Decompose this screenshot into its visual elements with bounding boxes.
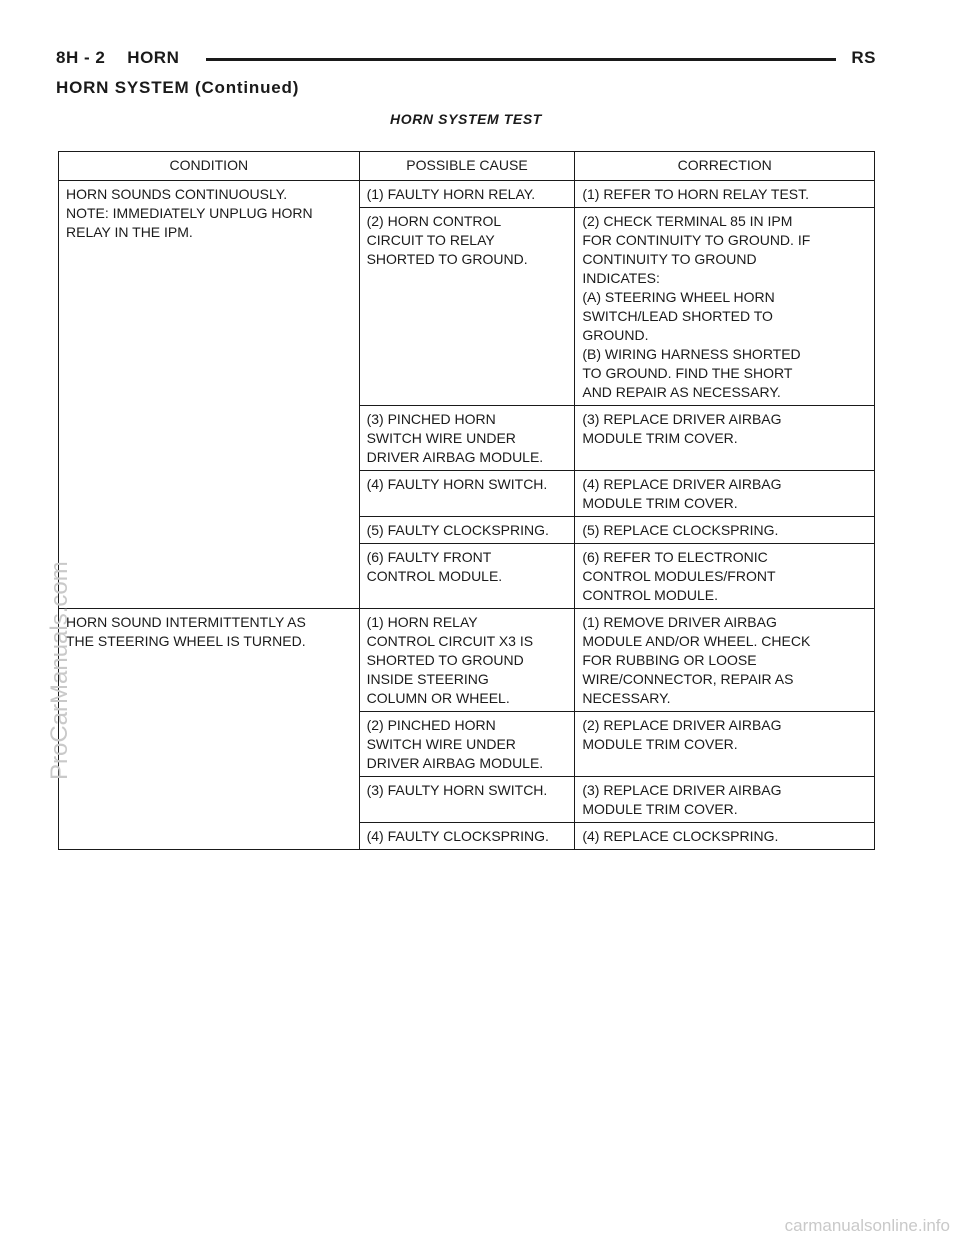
page-header (56, 46, 876, 72)
correction-line: CONTROL MODULE. (582, 587, 718, 603)
correction-line: MODULE TRIM COVER. (582, 736, 738, 752)
correction-cell (575, 777, 875, 823)
side-watermark-text: ProCarManuals.com (46, 561, 73, 780)
table-title: HORN SYSTEM TEST (390, 111, 542, 127)
possible-cause-line: (5) FAULTY CLOCKSPRING. (366, 522, 549, 538)
correction-cell (575, 823, 875, 850)
possible-cause-line: CONTROL MODULE. (366, 568, 503, 584)
possible-cause-line: (3) PINCHED HORN (366, 411, 496, 427)
correction-line: (A) STEERING WHEEL HORN (582, 289, 775, 305)
possible-cause-line: COLUMN OR WHEEL. (366, 690, 510, 706)
possible-cause-line: DRIVER AIRBAG MODULE. (366, 755, 544, 771)
correction-line: MODULE TRIM COVER. (582, 430, 738, 446)
correction-line: (2) CHECK TERMINAL 85 IN IPM (582, 213, 793, 229)
footer-watermark: carmanualsonline.info (784, 1216, 950, 1235)
correction-cell (575, 712, 875, 777)
possible-cause-line: SHORTED TO GROUND (366, 652, 524, 668)
condition-line: THE STEERING WHEEL IS TURNED. (66, 633, 306, 649)
possible-cause-line: CONTROL CIRCUIT X3 IS (366, 633, 534, 649)
possible-cause-line: SHORTED TO GROUND. (366, 251, 528, 267)
correction-line: SWITCH/LEAD SHORTED TO (582, 308, 773, 324)
table-header-row (59, 152, 875, 181)
table-row (59, 609, 875, 712)
page-number: 8H - 2 (56, 48, 106, 67)
condition-line: RELAY IN THE IPM. (66, 224, 193, 240)
section-title: HORN SYSTEM (Continued) (56, 78, 300, 97)
possible-cause-line: (1) HORN RELAY (366, 614, 478, 630)
possible-cause-cell (359, 471, 575, 517)
possible-cause-line: INSIDE STEERING (366, 671, 489, 687)
condition-line: HORN SOUNDS CONTINUOUSLY. (66, 186, 288, 202)
possible-cause-cell (359, 181, 575, 208)
column-header-condition: CONDITION (59, 152, 360, 181)
possible-cause-line: (1) FAULTY HORN RELAY. (366, 186, 536, 202)
correction-line: (2) REPLACE DRIVER AIRBAG (582, 717, 782, 733)
correction-line: MODULE TRIM COVER. (582, 801, 738, 817)
possible-cause-line: DRIVER AIRBAG MODULE. (366, 449, 544, 465)
correction-cell (575, 406, 875, 471)
correction-line: (6) REFER TO ELECTRONIC (582, 549, 768, 565)
correction-line: TO GROUND. FIND THE SHORT (582, 365, 793, 381)
possible-cause-line: (2) HORN CONTROL (366, 213, 502, 229)
side-watermark (6, 480, 73, 780)
possible-cause-cell (359, 544, 575, 609)
correction-cell (575, 471, 875, 517)
possible-cause-cell (359, 777, 575, 823)
correction-cell (575, 517, 875, 544)
correction-line: FOR RUBBING OR LOOSE (582, 652, 757, 668)
correction-line: (1) REMOVE DRIVER AIRBAG (582, 614, 777, 630)
possible-cause-cell (359, 712, 575, 777)
correction-line: (5) REPLACE CLOCKSPRING. (582, 522, 779, 538)
header-left (56, 48, 187, 68)
possible-cause-line: SWITCH WIRE UNDER (366, 736, 516, 752)
possible-cause-cell (359, 823, 575, 850)
possible-cause-line: (4) FAULTY CLOCKSPRING. (366, 828, 549, 844)
correction-line: (3) REPLACE DRIVER AIRBAG (582, 782, 782, 798)
possible-cause-cell (359, 609, 575, 712)
correction-line: (B) WIRING HARNESS SHORTED (582, 346, 801, 362)
horn-system-test-table (58, 151, 875, 850)
correction-cell (575, 609, 875, 712)
correction-cell (575, 544, 875, 609)
condition-line: HORN SOUND INTERMITTENTLY AS (66, 614, 306, 630)
possible-cause-cell (359, 406, 575, 471)
column-header-correction: CORRECTION (575, 152, 875, 181)
correction-line: NECESSARY. (582, 690, 671, 706)
correction-cell (575, 181, 875, 208)
correction-line: CONTINUITY TO GROUND (582, 251, 757, 267)
possible-cause-line: (3) FAULTY HORN SWITCH. (366, 782, 548, 798)
header-code: RS (843, 48, 876, 68)
correction-line: MODULE TRIM COVER. (582, 495, 738, 511)
correction-line: GROUND. (582, 327, 649, 343)
correction-line: WIRE/CONNECTOR, REPAIR AS (582, 671, 794, 687)
correction-line: FOR CONTINUITY TO GROUND. IF (582, 232, 811, 248)
condition-line: NOTE: IMMEDIATELY UNPLUG HORN (66, 205, 313, 221)
possible-cause-cell (359, 517, 575, 544)
possible-cause-line: (4) FAULTY HORN SWITCH. (366, 476, 548, 492)
possible-cause-cell (359, 208, 575, 406)
column-header-possible-cause: POSSIBLE CAUSE (359, 152, 575, 181)
possible-cause-line: CIRCUIT TO RELAY (366, 232, 495, 248)
possible-cause-line: (6) FAULTY FRONT (366, 549, 492, 565)
correction-line: (4) REPLACE CLOCKSPRING. (582, 828, 779, 844)
possible-cause-line: SWITCH WIRE UNDER (366, 430, 516, 446)
correction-line: INDICATES: (582, 270, 660, 286)
table-row (59, 181, 875, 208)
condition-cell (59, 609, 360, 850)
correction-line: (3) REPLACE DRIVER AIRBAG (582, 411, 782, 427)
table-body (59, 181, 875, 850)
correction-line: MODULE AND/OR WHEEL. CHECK (582, 633, 811, 649)
correction-line: (4) REPLACE DRIVER AIRBAG (582, 476, 782, 492)
header-rule (206, 58, 836, 61)
correction-line: AND REPAIR AS NECESSARY. (582, 384, 781, 400)
correction-line: CONTROL MODULES/FRONT (582, 568, 776, 584)
condition-cell (59, 181, 360, 609)
correction-cell (575, 208, 875, 406)
section-name: HORN (127, 48, 180, 67)
possible-cause-line: (2) PINCHED HORN (366, 717, 496, 733)
correction-line: (1) REFER TO HORN RELAY TEST. (582, 186, 810, 202)
